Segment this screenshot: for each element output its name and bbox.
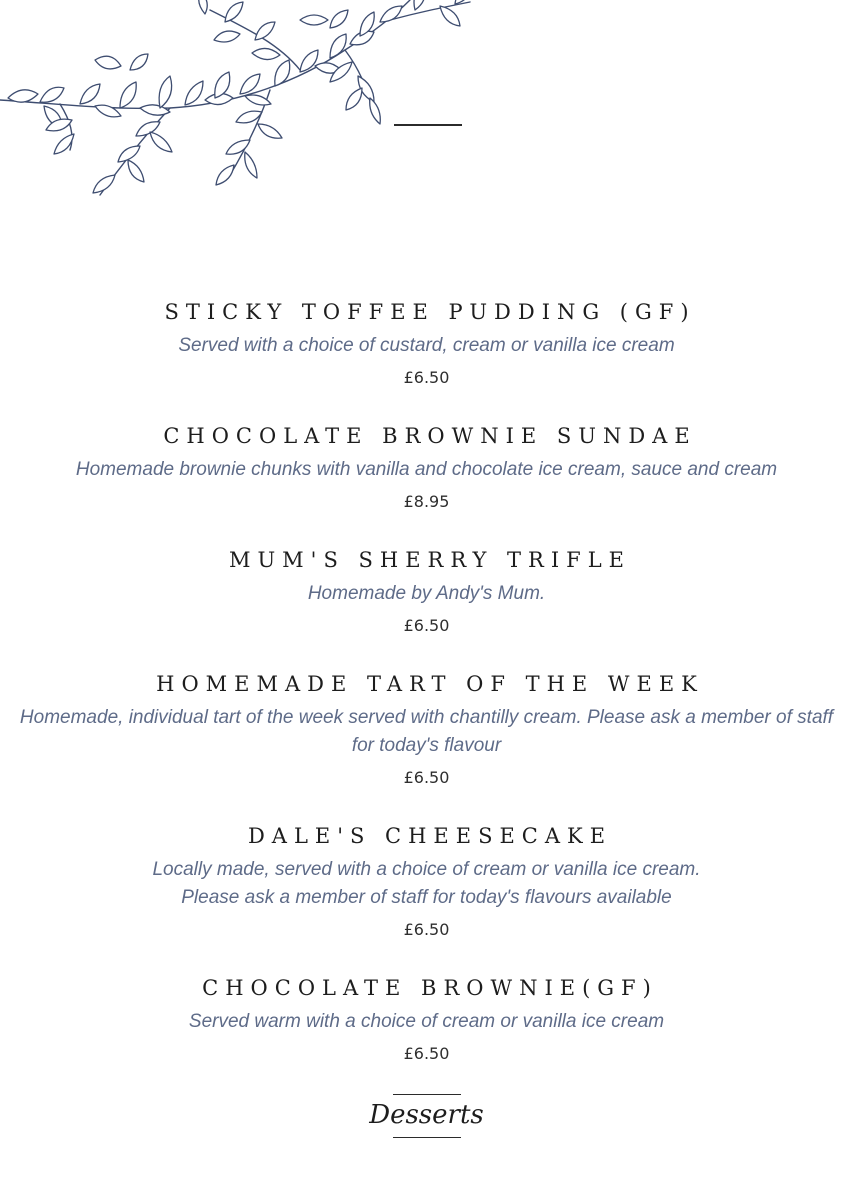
top-divider bbox=[394, 124, 462, 126]
item-price: £6.50 bbox=[403, 768, 450, 787]
item-description-line: Please ask a member of staff for today's flavours available bbox=[181, 887, 672, 908]
menu-item bbox=[0, 816, 853, 968]
item-description: Served warm with a choice of cream or vanilla ice cream bbox=[188, 1011, 665, 1032]
leaf-vine-decoration bbox=[0, 0, 480, 210]
footer-rule-bottom bbox=[393, 1137, 461, 1138]
menu-item bbox=[0, 664, 853, 816]
item-description: Homemade by Andy's Mum. bbox=[307, 583, 546, 604]
item-name: STICKY TOFFEE PUDDING (GF) bbox=[164, 300, 696, 324]
item-price: £6.50 bbox=[403, 920, 450, 939]
item-name: CHOCOLATE BROWNIE SUNDAE bbox=[163, 424, 697, 448]
item-description: Served with a choice of custard, cream or vanilla ice cream bbox=[178, 335, 675, 356]
menu-item bbox=[0, 540, 853, 664]
item-price: £8.95 bbox=[403, 492, 450, 511]
item-description: Homemade, individual tart of the week served with chantilly cream. Please ask a member of staff for today's flavour bbox=[19, 707, 834, 756]
menu-item bbox=[0, 416, 853, 540]
footer-title: Desserts bbox=[369, 1100, 484, 1130]
item-price: £6.50 bbox=[403, 1044, 450, 1063]
item-name: HOMEMADE TART OF THE WEEK bbox=[156, 672, 704, 696]
item-name: MUM'S SHERRY TRIFLE bbox=[228, 548, 632, 572]
item-price: £6.50 bbox=[403, 616, 450, 635]
item-price: £6.50 bbox=[403, 368, 450, 387]
item-description-line: Locally made, served with a choice of cream or vanilla ice cream. bbox=[152, 859, 701, 880]
item-name: CHOCOLATE BROWNIE(GF) bbox=[202, 976, 658, 1000]
menu-item bbox=[0, 968, 853, 1092]
menu-item bbox=[0, 292, 853, 416]
item-description: Homemade brownie chunks with vanilla and chocolate ice cream, sauce and cream bbox=[75, 459, 778, 480]
dessert-menu bbox=[0, 292, 853, 1092]
footer bbox=[0, 1094, 853, 1138]
item-name: DALE'S CHEESECAKE bbox=[247, 824, 613, 848]
